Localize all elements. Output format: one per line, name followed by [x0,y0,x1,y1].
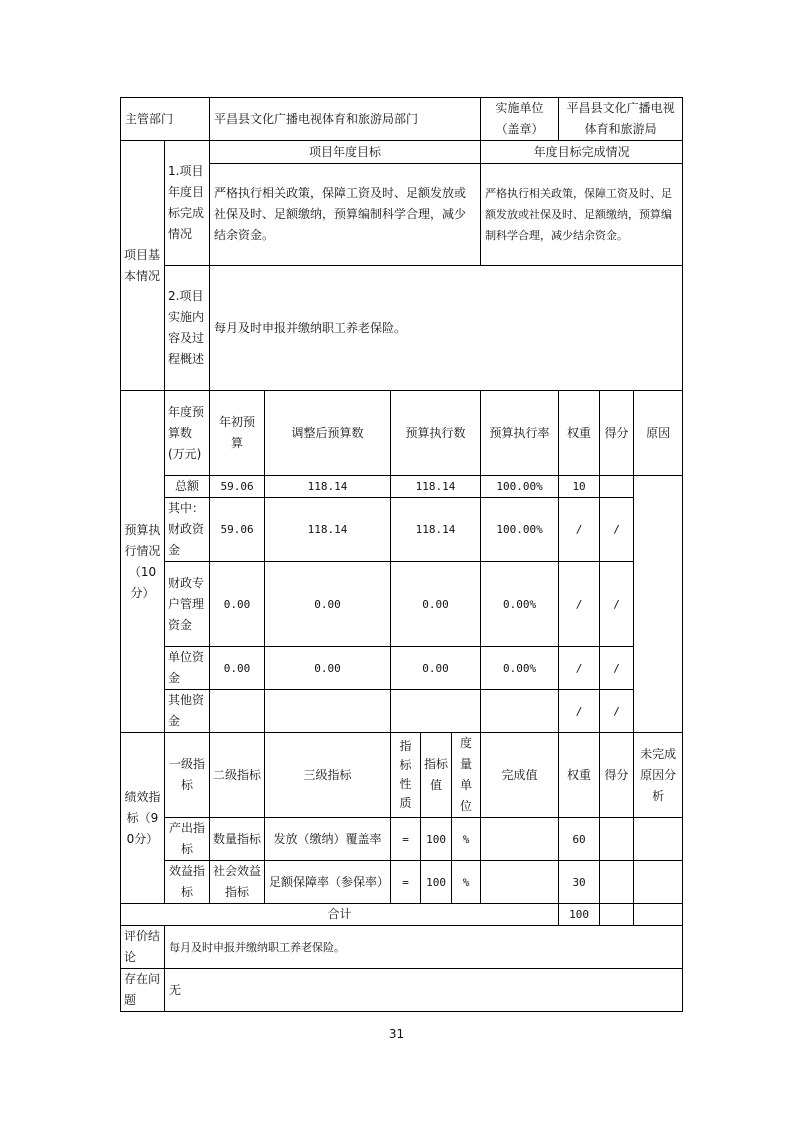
performance-header: 度量单位 [452,733,481,818]
indicator-value: 100 [421,818,452,861]
impl-text: 每月及时申报并缴纳职工养老保险。 [210,266,683,391]
performance-header: 得分 [600,733,634,818]
score: / [600,498,634,562]
performance-header: 指标性质 [391,733,421,818]
table-row [121,647,683,690]
executed-budget: 0.00 [391,562,481,647]
execution-rate: 0.00% [481,562,559,647]
performance-header: 指标值 [421,733,452,818]
table-row [121,562,683,647]
dept-value: 平昌县文化广播电视体育和旅游局部门 [210,98,481,141]
completion-header: 年度目标完成情况 [481,141,683,164]
budget-header: 年初预算 [210,391,265,476]
adjusted-budget [265,690,391,733]
adjusted-budget: 118.14 [265,476,391,498]
initial-budget: 0.00 [210,562,265,647]
unit-value: 平昌县文化广播电视体育和旅游局 [559,98,683,141]
level2-indicator: 社会效益指标 [210,861,265,904]
score [600,476,634,498]
budget-header: 得分 [600,391,634,476]
row-label: 其中：财政资金 [165,498,210,562]
budget-header: 预算执行率 [481,391,559,476]
indicator-unit: % [452,818,481,861]
performance-header: 二级指标 [210,733,265,818]
weight: / [559,690,600,733]
level3-indicator: 足额保障率（参保率） [265,861,391,904]
table-row [121,861,683,904]
performance-header: 一级指标 [165,733,210,818]
weight: 10 [559,476,600,498]
impl-row-label: 2.项目实施内容及过程概述 [165,266,210,391]
completed-value [481,861,559,904]
initial-budget: 59.06 [210,498,265,562]
initial-budget [210,690,265,733]
total-label: 合计 [121,904,559,926]
row-label: 总额 [165,476,210,498]
performance-header: 未完成原因分析 [634,733,683,818]
budget-section-label: 预算执行情况（10分） [121,391,165,733]
issues-label: 存在问题 [121,969,165,1012]
performance-evaluation-table [120,97,683,1012]
level1-indicator: 产出指标 [165,818,210,861]
indicator-value: 100 [421,861,452,904]
conclusion-label: 评价结论 [121,926,165,969]
executed-budget: 0.00 [391,647,481,690]
unit-label: 实施单位（盖章） [481,98,559,141]
goal-text: 严格执行相关政策，保障工资及时、足额发放或社保及时、足额缴纳，预算编制科学合理，减少结余资金。 [210,164,481,266]
page-number: 31 [388,1027,405,1041]
score [600,861,634,904]
completion-text: 严格执行相关政策，保障工资及时、足额发放或社保及时、足额缴纳，预算编制科学合理，减少结余资金。 [481,164,683,266]
budget-header: 原因 [634,391,683,476]
adjusted-budget: 0.00 [265,562,391,647]
conclusion-row [121,926,683,969]
basic-section-label: 项目基本情况 [121,141,165,391]
execution-rate: 100.00% [481,498,559,562]
dept-label: 主管部门 [121,98,210,141]
budget-header: 年度预算数(万元) [165,391,210,476]
performance-header: 完成值 [481,733,559,818]
initial-budget: 0.00 [210,647,265,690]
level1-indicator: 效益指标 [165,861,210,904]
conclusion-text: 每月及时申报并缴纳职工养老保险。 [165,926,683,969]
issues-row [121,969,683,1012]
row-label: 其他资金 [165,690,210,733]
score: / [600,562,634,647]
execution-rate: 0.00% [481,647,559,690]
execution-rate [481,690,559,733]
score: / [600,647,634,690]
initial-budget: 59.06 [210,476,265,498]
weight: / [559,562,600,647]
budget-header-row [121,391,683,476]
performance-header: 三级指标 [265,733,391,818]
weight: / [559,647,600,690]
performance-header-row [121,733,683,818]
weight: 30 [559,861,600,904]
table-row [121,476,683,498]
row-label: 财政专户管理资金 [165,562,210,647]
reason [634,861,683,904]
table-row [121,818,683,861]
goal-row-label: 1.项目年度目标完成情况 [165,141,210,266]
score [600,818,634,861]
table-row [121,498,683,562]
performance-header: 权重 [559,733,600,818]
budget-header: 调整后预算数 [265,391,391,476]
level2-indicator: 数量指标 [210,818,265,861]
weight: / [559,498,600,562]
indicator-nature: = [391,818,421,861]
adjusted-budget: 118.14 [265,498,391,562]
issues-text: 无 [165,969,683,1012]
total-row [121,904,683,926]
row-label: 单位资金 [165,647,210,690]
completed-value [481,818,559,861]
total-score [600,904,634,926]
executed-budget: 118.14 [391,476,481,498]
budget-header: 预算执行数 [391,391,481,476]
executed-budget: 118.14 [391,498,481,562]
score: / [600,690,634,733]
table-row [121,690,683,733]
reason-cell [634,476,683,733]
execution-rate: 100.00% [481,476,559,498]
header-row [121,98,683,141]
reason [634,818,683,861]
indicator-unit: % [452,861,481,904]
executed-budget [391,690,481,733]
weight: 60 [559,818,600,861]
adjusted-budget: 0.00 [265,647,391,690]
total-weight: 100 [559,904,600,926]
budget-header: 权重 [559,391,600,476]
goal-header: 项目年度目标 [210,141,481,164]
level3-indicator: 发放（缴纳）覆盖率 [265,818,391,861]
performance-section-label: 绩效指标（90分） [121,733,165,904]
total-reason [634,904,683,926]
indicator-nature: = [391,861,421,904]
